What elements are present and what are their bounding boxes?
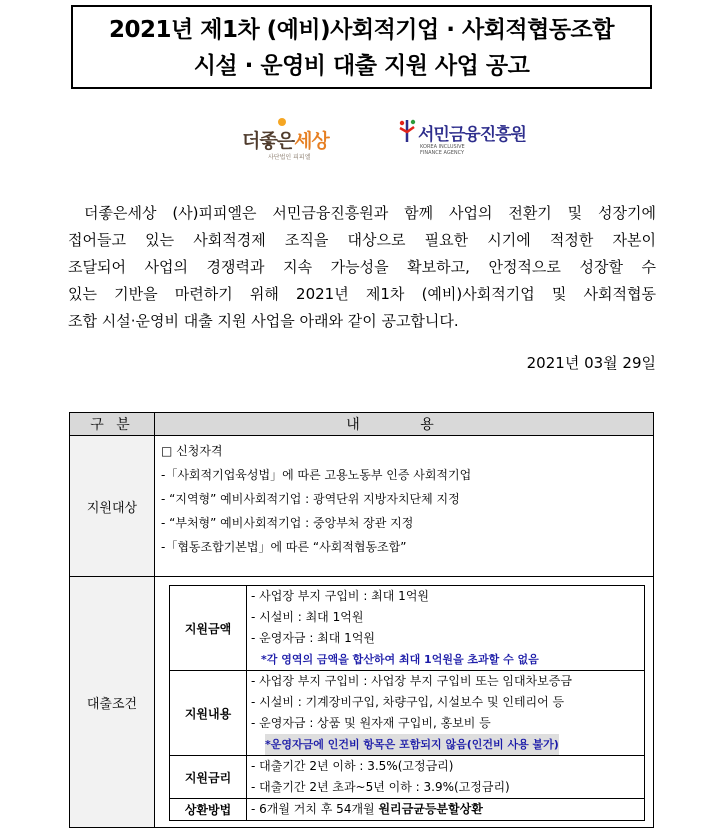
loan-terms-table [169, 585, 645, 821]
title-line-1: 2021년 제1차 (예비)사회적기업 · 사회적협동조합 [108, 17, 614, 43]
rate-item: - 대출기간 2년 초과~5년 이하 : 3.9%(고정금리) [251, 780, 510, 794]
content-row [170, 671, 645, 756]
content-label: 지원내용 [170, 671, 247, 756]
eligibility-heading: □ 신청자격 [161, 444, 223, 458]
amount-item: - 운영자금 : 최대 1억원 [251, 631, 376, 645]
eligibility-item: -「협동조합기본법」에 따른 “사회적협동조합” [161, 540, 407, 554]
intro-line: 더좋은세상 (사)피피엘은 서민금융진흥원과 함께 사업의 전환기 및 성장기에 [84, 204, 656, 222]
amount-item: - 사업장 부지 구입비 : 최대 1억원 [251, 589, 429, 603]
logo-dot-icon [278, 118, 286, 126]
announcement-date: 2021년 03월 29일 [526, 354, 656, 372]
intro-line: 조합 시설·운영비 대출 지원 사업을 아래와 같이 공고합니다. [68, 312, 459, 330]
logo-left-sub: 사단법인 피피엘 [268, 154, 311, 161]
repayment-row [170, 799, 645, 821]
logo-right-name: 서민금융진흥원 [418, 125, 526, 145]
content-note: *운영자금에 인건비 항목은 포함되지 않음(인건비 사용 불가) [265, 734, 559, 755]
intro-line: 있는 기반을 마련하기 위해 2021년 제1차 (예비)사회적기업 및 사회적협동 [68, 285, 656, 303]
table-header-row [70, 413, 654, 436]
announcement-table [69, 412, 654, 828]
header-category: 구 분 [70, 413, 155, 436]
intro-line: 접어들고 있는 사회적경제 조직을 대상으로 필요한 시기에 적정한 자본이 [68, 231, 656, 249]
logo-left-name-part1: 더좋은 [242, 130, 295, 152]
title-box [71, 5, 652, 89]
content-content [247, 671, 645, 756]
kinfa-mark-icon [398, 118, 420, 144]
rate-content [247, 756, 645, 799]
kinfa-logo [398, 118, 538, 168]
support-target-content [155, 436, 654, 577]
content-item: - 사업장 부지 구입비 : 사업장 부지 구입비 또는 임대차보증금 [251, 674, 572, 688]
amount-content [247, 586, 645, 671]
eligibility-item: - “지역형” 예비사회적기업 : 광역단위 지방자치단체 지정 [161, 492, 460, 506]
header-content: 내 용 [155, 413, 654, 436]
logo-left-name-part2: 세상 [294, 130, 329, 152]
intro-paragraph [68, 200, 656, 335]
rate-item: - 대출기간 2년 이하 : 3.5%(고정금리) [251, 759, 454, 773]
loan-terms-content [155, 577, 654, 828]
repayment-text: - 6개월 거치 후 54개월 [251, 802, 379, 816]
support-target-label: 지원대상 [70, 436, 155, 577]
content-item: - 시설비 : 기계장비구입, 차량구입, 시설보수 및 인테리어 등 [251, 695, 565, 709]
amount-note: *각 영역의 금액을 합산하여 최대 1억원을 초과할 수 없음 [261, 653, 539, 666]
rate-row [170, 756, 645, 799]
support-target-row [70, 436, 654, 577]
logo-right-sub: KOREA INCLUSIVE FINANCE AGENCY [420, 144, 465, 156]
intro-line: 조달되어 사업의 경쟁력과 지속 가능성을 확보하고, 안정적으로 성장할 수 [68, 258, 656, 276]
loan-terms-label: 대출조건 [70, 577, 155, 828]
repayment-method: 원리금균등분할상환 [378, 802, 483, 816]
eligibility-item: -「사회적기업육성법」에 따른 고용노동부 인증 사회적기업 [161, 468, 472, 482]
repayment-content [247, 799, 645, 821]
repayment-label: 상환방법 [170, 799, 247, 821]
eligibility-item: - “부처형” 예비사회적기업 : 중앙부처 장관 지정 [161, 516, 414, 530]
rate-label: 지원금리 [170, 756, 247, 799]
loan-terms-row [70, 577, 654, 828]
title-line-2: 시설 · 운영비 대출 지원 사업 공고 [193, 53, 530, 79]
amount-row [170, 586, 645, 671]
amount-label: 지원금액 [170, 586, 247, 671]
amount-item: - 시설비 : 최대 1억원 [251, 610, 364, 624]
content-item: - 운영자금 : 상품 및 원자재 구입비, 홍보비 등 [251, 716, 491, 730]
ppl-logo [242, 112, 342, 167]
